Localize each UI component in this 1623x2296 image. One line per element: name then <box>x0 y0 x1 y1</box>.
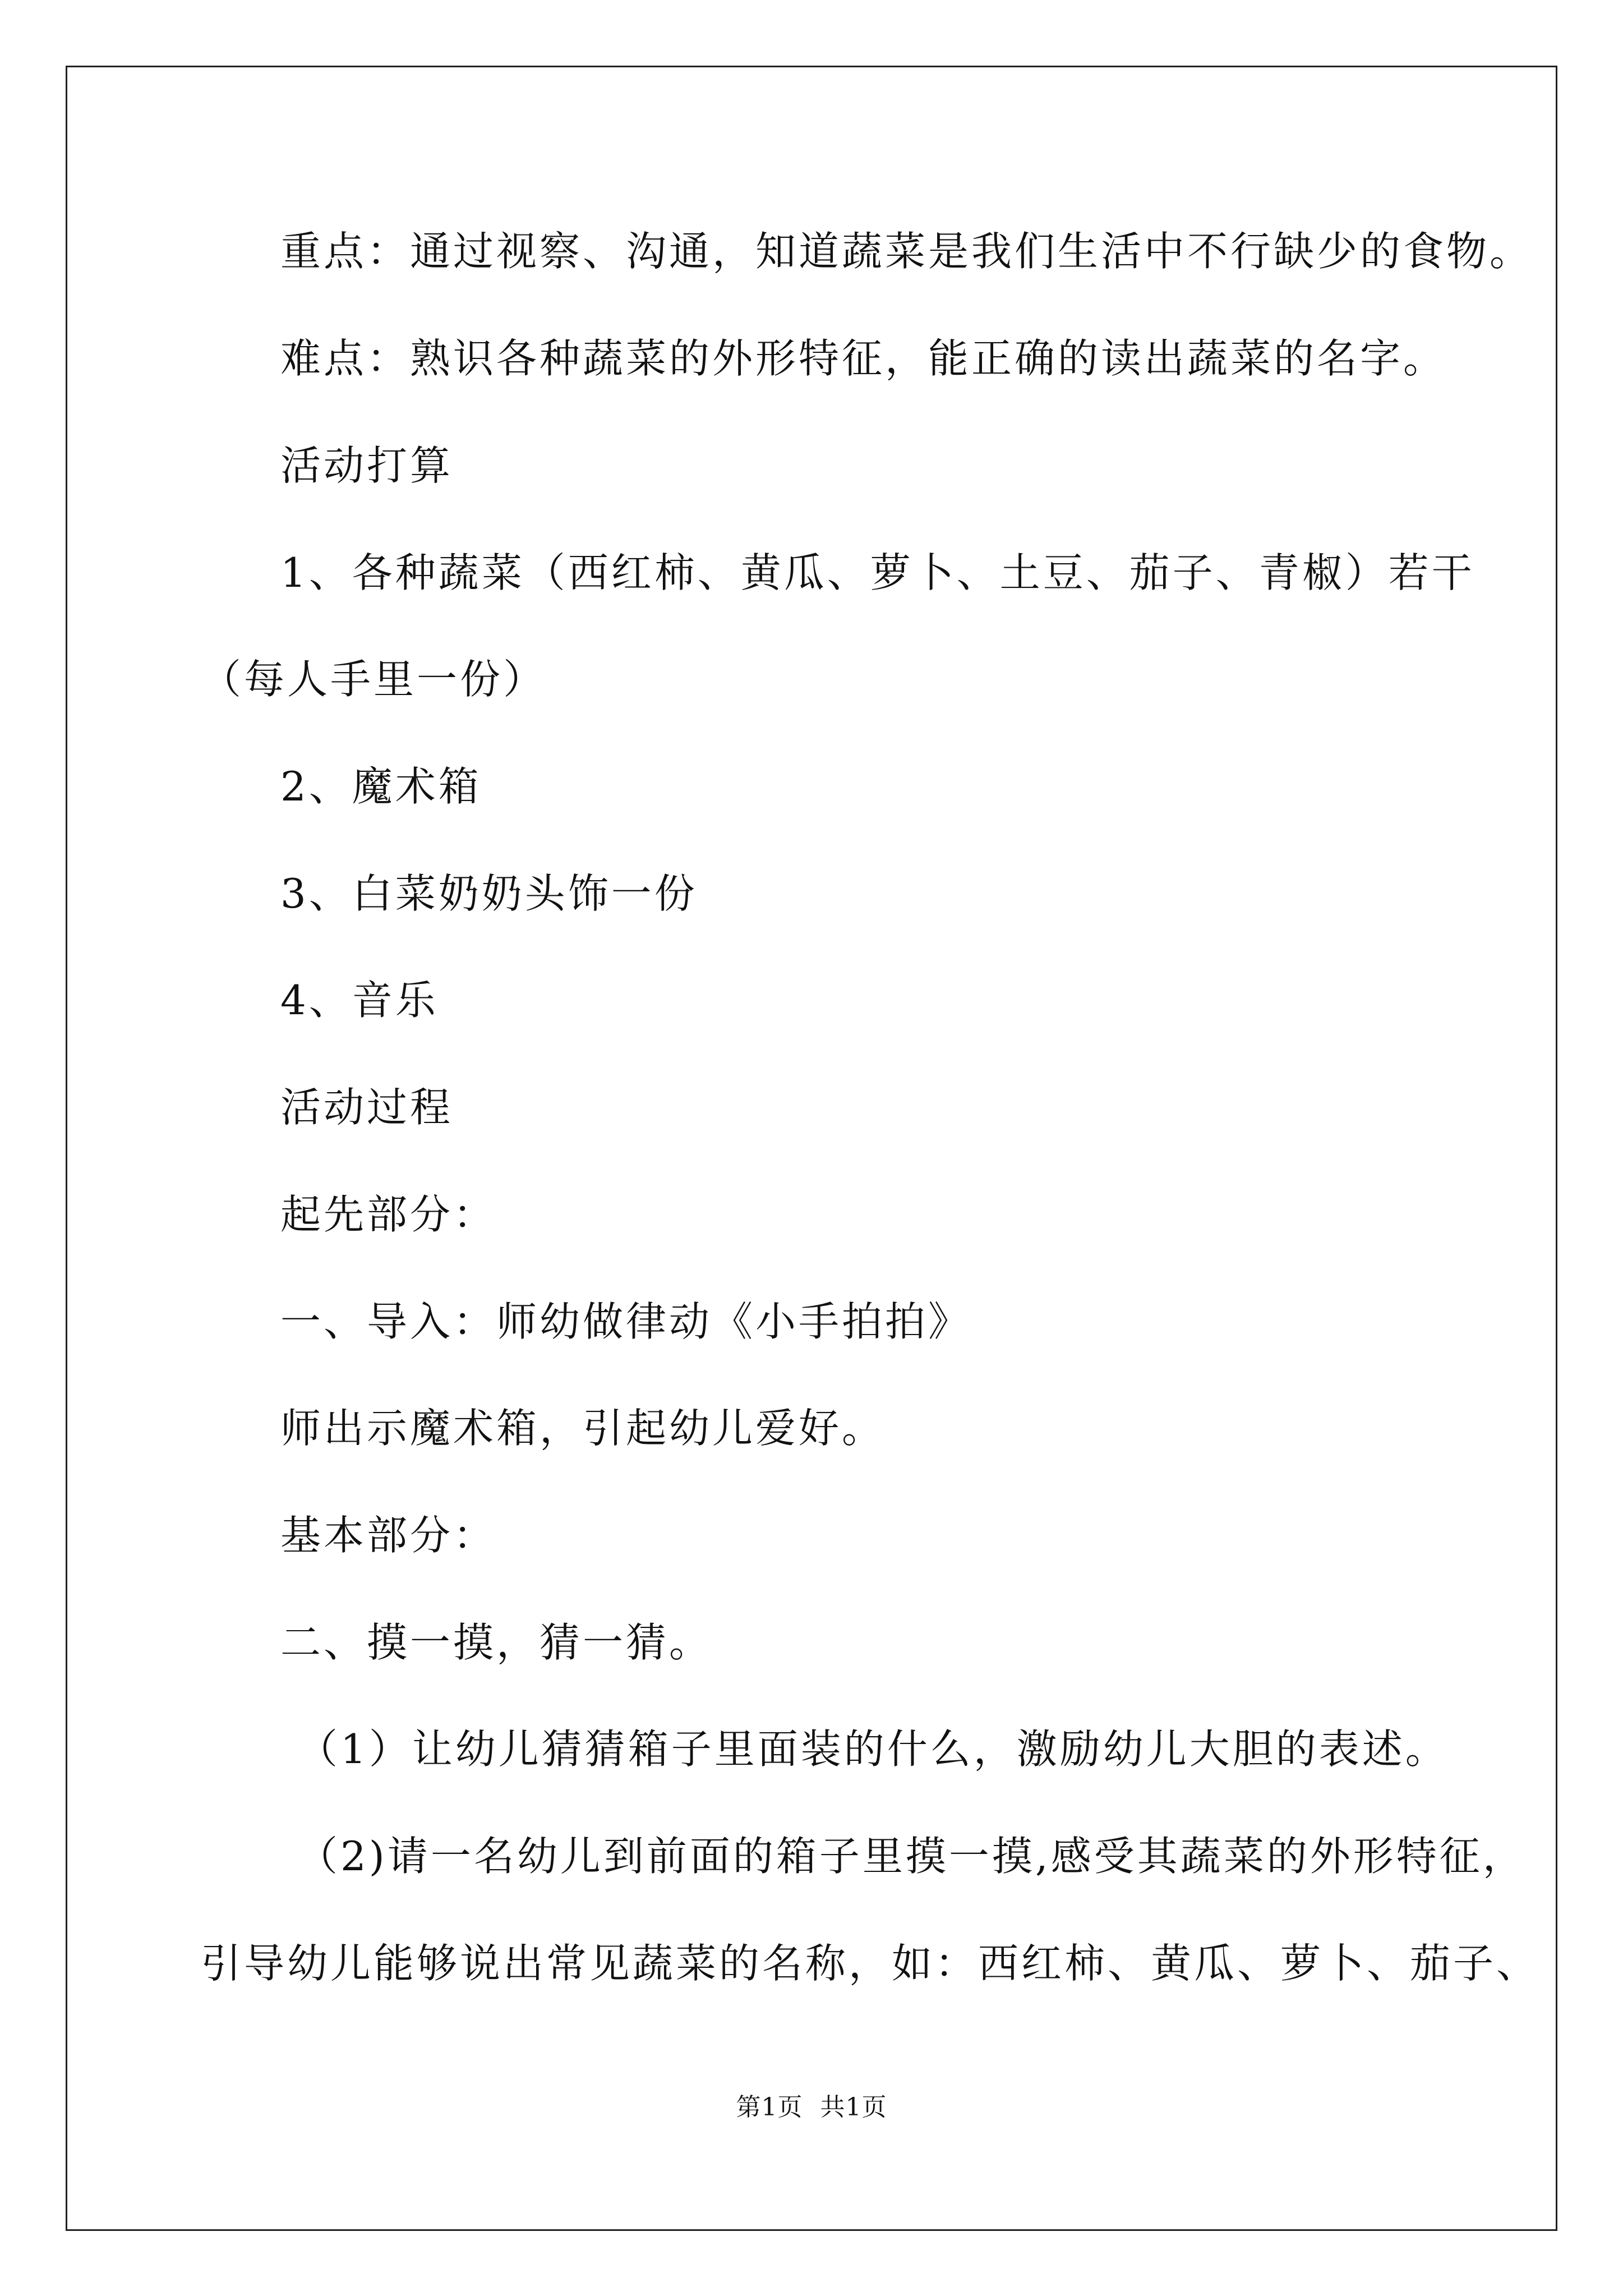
list-item: 3、白菜奶奶头饰一份 <box>280 870 698 917</box>
section-heading-process: 活动过程 <box>280 1084 454 1131</box>
list-item: 4、音乐 <box>280 977 439 1024</box>
paragraph-line: 一、导入：师幼做律动《小手拍拍》 <box>280 1298 972 1345</box>
paragraph-line: 二、摸一摸，猜一猜。 <box>280 1619 713 1666</box>
list-item-continuation: （每人手里一份） <box>201 656 547 703</box>
subsection-heading: 基本部分： <box>280 1512 497 1559</box>
page-frame <box>66 66 1557 2231</box>
paragraph-line: 引导幼儿能够说出常见蔬菜的名称，如：西红柿、黄瓜、萝卜、茄子、 <box>201 1940 1540 1987</box>
difficulty-line: 难点：熟识各种蔬菜的外形特征，能正确的读出蔬菜的名字。 <box>280 335 1447 382</box>
list-item: 2、魔术箱 <box>280 763 482 810</box>
paragraph-line: （2)请一名幼儿到前面的箱子里摸一摸,感受其蔬菜的外形特征， <box>297 1833 1526 1880</box>
paragraph-line: （1）让幼儿猜猜箱子里面装的什么，激励幼儿大胆的表述。 <box>297 1726 1449 1773</box>
key-point-line: 重点：通过视察、沟通，知道蔬菜是我们生活中不行缺少的食物。 <box>280 228 1533 275</box>
section-heading-preparation: 活动打算 <box>280 442 454 489</box>
list-item: 1、各种蔬菜（西红柿、黄瓜、萝卜、土豆、茄子、青椒）若干 <box>280 549 1475 596</box>
subsection-heading: 起先部分： <box>280 1191 497 1238</box>
paragraph-line: 师出示魔术箱，引起幼儿爱好。 <box>280 1405 886 1452</box>
page-number-footer: 第1页 共1页 <box>736 2093 887 2122</box>
